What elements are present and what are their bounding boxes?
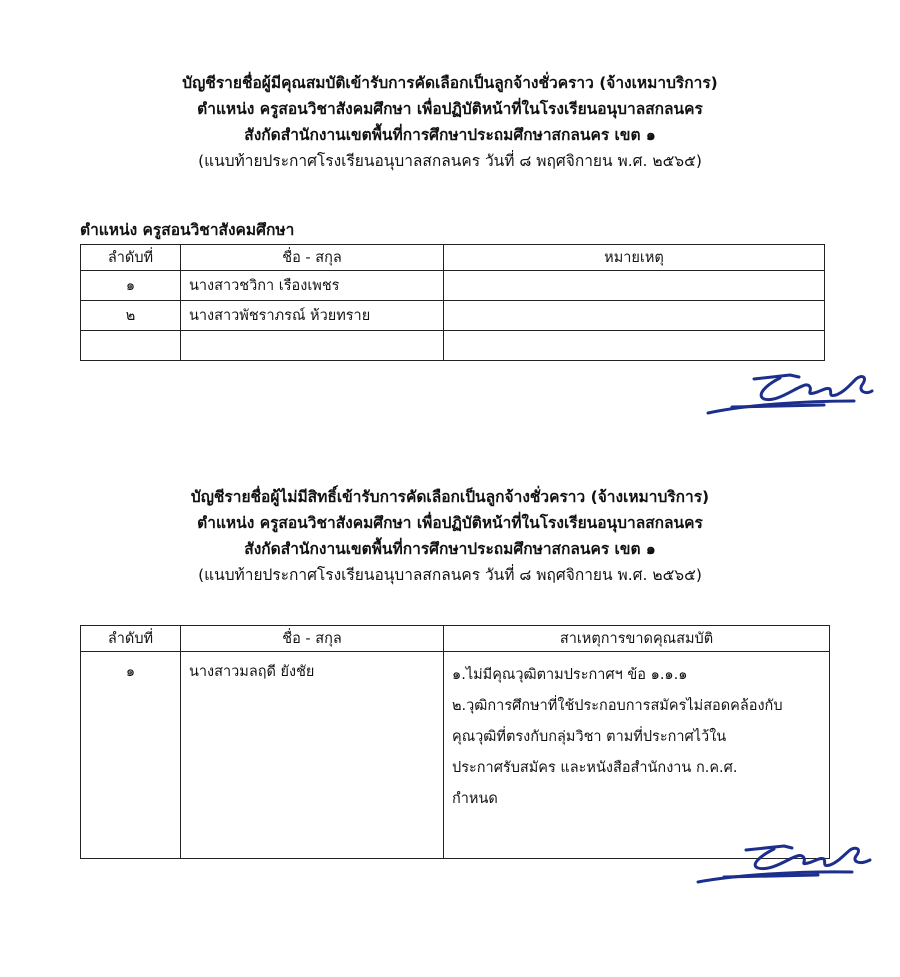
- signature-1: [704, 365, 874, 420]
- unqualified-heading: [0, 484, 900, 588]
- unqualified-heading-line1: บัญชีรายชื่อผู้ไม่มีสิทธิ์เข้ารับการคัดเลือกเป็นลูกจ้างชั่วคราว (จ้างเหมาบริการ): [190, 488, 710, 506]
- row-name: นางสาวมลฤดี ยังชัย: [181, 652, 444, 859]
- qualified-table: [80, 244, 825, 361]
- header-remark: หมายเหตุ: [444, 245, 825, 271]
- qualified-heading-line3: สังกัดสำนักงานเขตพื้นที่การศึกษาประถมศึกษาสกลนคร เขต ๑: [244, 126, 656, 144]
- row-remark: [444, 331, 825, 361]
- row-no: ๒: [81, 301, 181, 331]
- qualified-heading-line1: บัญชีรายชื่อผู้มีคุณสมบัติเข้ารับการคัดเลือกเป็นลูกจ้างชั่วคราว (จ้างเหมาบริการ): [182, 74, 718, 92]
- row-name: นางสาวชวิกา เรืองเพชร: [181, 271, 444, 301]
- reason-line: ๒.วุฒิการศึกษาที่ใช้ประกอบการสมัครไม่สอดคล้องกับ: [452, 698, 783, 714]
- row-reason: [444, 652, 830, 859]
- header-reason: สาเหตุการขาดคุณสมบัติ: [444, 626, 830, 652]
- header-no: ลำดับที่: [81, 245, 181, 271]
- reason-line: คุณวุฒิที่ตรงกับกลุ่มวิชา ตามที่ประกาศไว้ใน: [452, 729, 727, 745]
- header-name: ชื่อ - สกุล: [181, 626, 444, 652]
- signature-2: [694, 838, 876, 888]
- unqualified-heading-line2: ตำแหน่ง ครูสอนวิชาสังคมศึกษา เพื่อปฏิบัติหน้าที่ในโรงเรียนอนุบาลสกลนคร: [197, 514, 703, 532]
- position-label: ตำแหน่ง ครูสอนวิชาสังคมศึกษา: [80, 221, 295, 239]
- row-no: ๑: [81, 271, 181, 301]
- header-name: ชื่อ - สกุล: [181, 245, 444, 271]
- unqualified-table: [80, 625, 830, 859]
- table-row: [81, 301, 825, 331]
- row-no: ๑: [81, 652, 181, 859]
- qualified-heading-line4: (แนบท้ายประกาศโรงเรียนอนุบาลสกลนคร วันที่ ๘ พฤศจิกายน พ.ศ. ๒๕๖๕): [198, 152, 702, 170]
- row-no: [81, 331, 181, 361]
- header-no: ลำดับที่: [81, 626, 181, 652]
- row-remark: [444, 301, 825, 331]
- table-row: [81, 331, 825, 361]
- unqualified-heading-line4: (แนบท้ายประกาศโรงเรียนอนุบาลสกลนคร วันที่ ๘ พฤศจิกายน พ.ศ. ๒๕๖๕): [198, 566, 702, 584]
- qualified-heading: [0, 70, 900, 174]
- reason-line: ๑.ไม่มีคุณวุฒิตามประกาศฯ ข้อ ๑.๑.๑: [452, 667, 688, 683]
- reason-line: กำหนด: [452, 791, 498, 807]
- unqualified-table-header: [81, 626, 830, 652]
- qualified-heading-line2: ตำแหน่ง ครูสอนวิชาสังคมศึกษา เพื่อปฏิบัติหน้าที่ในโรงเรียนอนุบาลสกลนคร: [197, 100, 703, 118]
- reason-line: ประกาศรับสมัคร และหนังสือสำนักงาน ก.ค.ศ.: [452, 760, 738, 776]
- row-remark: [444, 271, 825, 301]
- qualified-table-header: [81, 245, 825, 271]
- table-row: [81, 652, 830, 859]
- unqualified-heading-line3: สังกัดสำนักงานเขตพื้นที่การศึกษาประถมศึกษาสกลนคร เขต ๑: [244, 540, 656, 558]
- table-row: [81, 271, 825, 301]
- row-name: นางสาวพัชราภรณ์ ห้วยทราย: [181, 301, 444, 331]
- row-name: [181, 331, 444, 361]
